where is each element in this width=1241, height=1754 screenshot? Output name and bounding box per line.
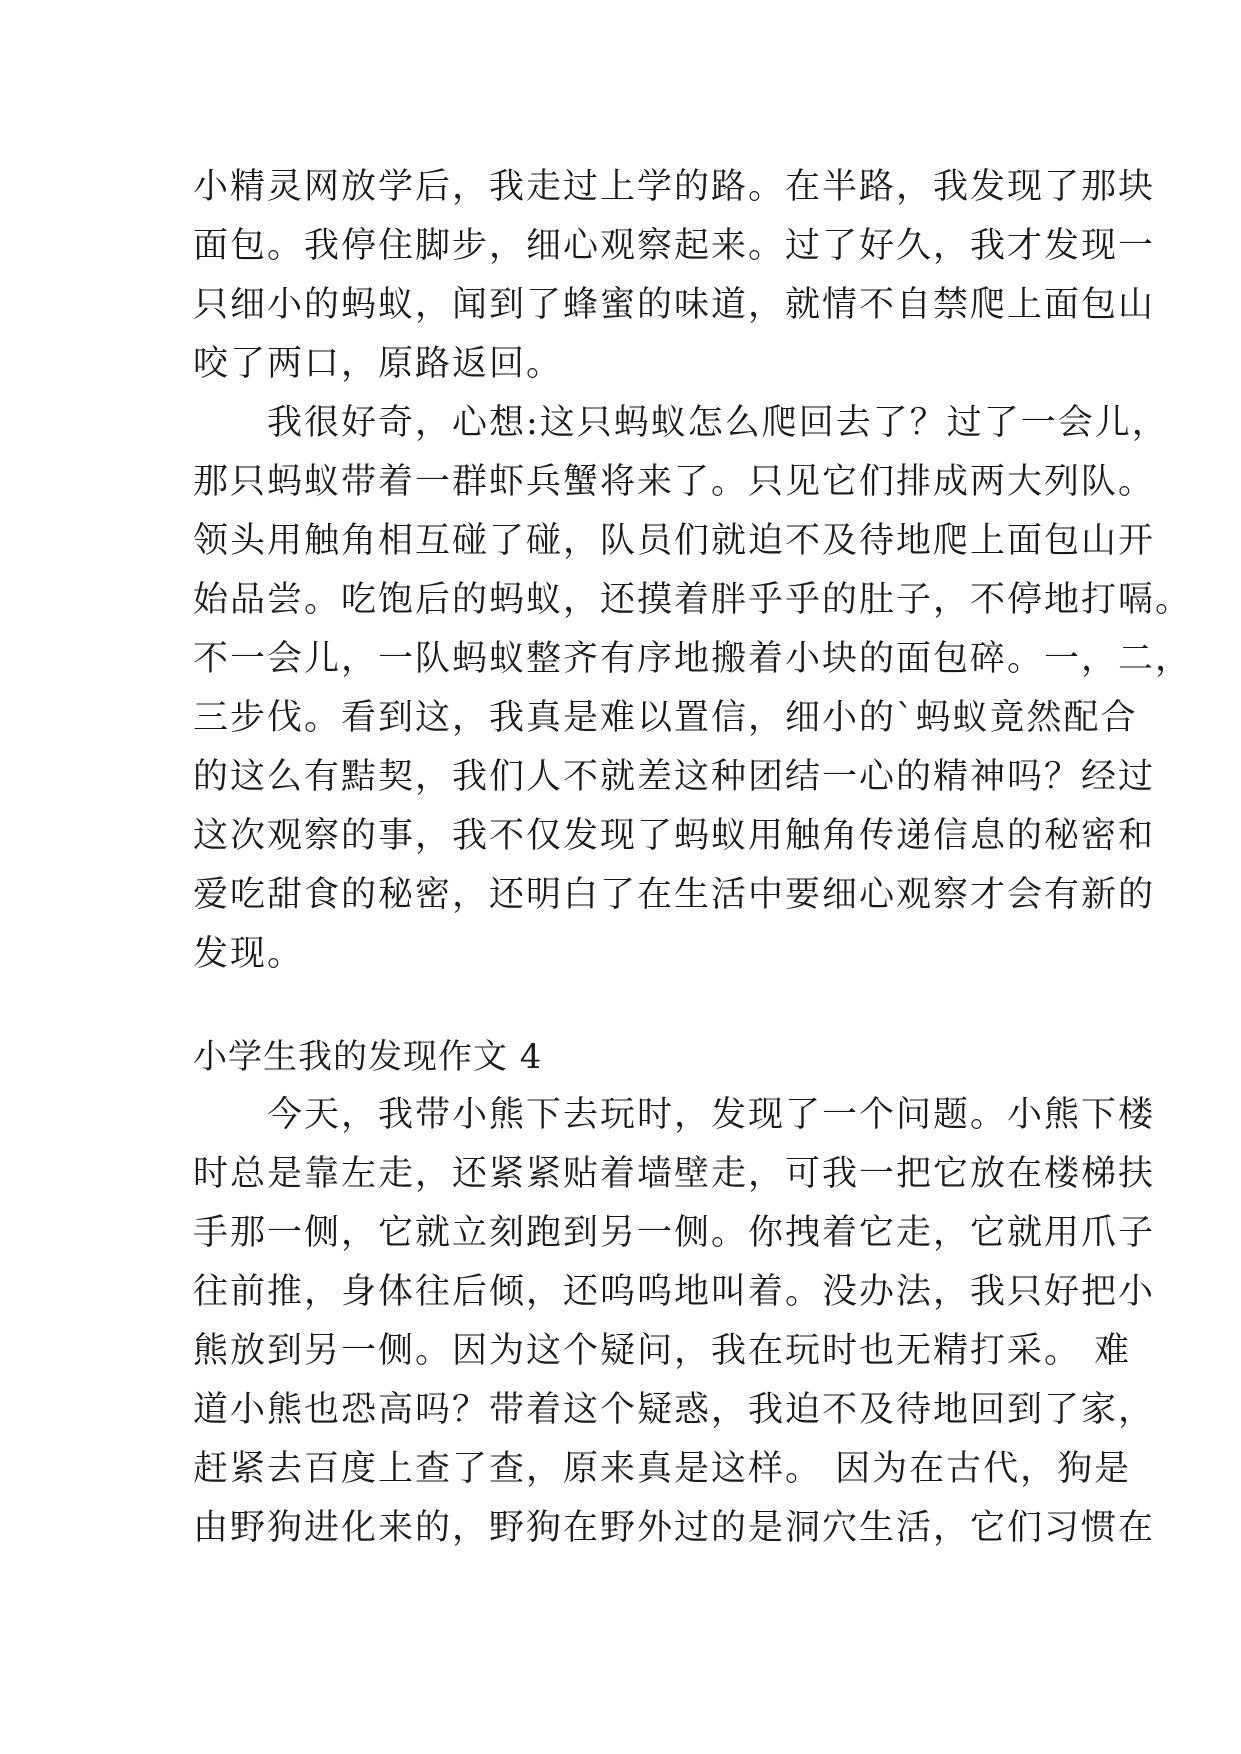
section-heading: 小学生我的发现作文 4 xyxy=(193,1037,543,1077)
text-line: 三步伐。看到这，我真是难以置信，细小的`蚂蚁竟然配合 xyxy=(193,698,1138,738)
text-line: 赶紧去百度上查了查，原来真是这样。 因为在古代，狗是 xyxy=(193,1449,1132,1489)
text-line: 由野狗进化来的，野狗在野外过的是洞穴生活，它们习惯在 xyxy=(193,1508,1156,1548)
text-line: 那只蚂蚁带着一群虾兵蟹将来了。只见它们排成两大列队。 xyxy=(193,462,1156,502)
text-line: 只细小的蚂蚁，闻到了蜂蜜的味道，就情不自禁爬上面包山 xyxy=(193,285,1156,325)
text-line: 熊放到另一侧。因为这个疑问，我在玩时也无精打采。 难 xyxy=(193,1331,1132,1371)
text-line: 这次观察的事，我不仅发现了蚂蚁用触角传递信息的秘密和 xyxy=(193,816,1156,856)
text-line: 咬了两口，原路返回。 xyxy=(193,344,564,384)
text-line: 手那一侧，它就立刻跑到另一侧。你拽着它走，它就用爪子 xyxy=(193,1213,1156,1253)
text-line: 时总是靠左走，还紧紧贴着墙壁走，可我一把它放在楼梯扶 xyxy=(193,1154,1156,1194)
section-1-text xyxy=(193,158,1193,984)
text-line: 今天，我带小熊下去玩时，发现了一个问题。小熊下楼 xyxy=(193,1095,1156,1135)
text-line: 的这么有黠契，我们人不就差这种团结一心的精神吗？经过 xyxy=(193,757,1156,797)
text-line: 领头用触角相互碰了碰，队员们就迫不及待地爬上面包山开 xyxy=(193,521,1156,561)
text-line: 道小熊也恐高吗？带着这个疑惑，我迫不及待地回到了家， xyxy=(193,1390,1156,1430)
text-line: 始品尝。吃饱后的蚂蚁，还摸着胖乎乎的肚子，不停地打嗝。 xyxy=(193,580,1193,620)
text-line: 面包。我停住脚步，细心观察起来。过了好久，我才发现一 xyxy=(193,226,1156,266)
text-line: 往前推，身体往后倾，还呜呜地叫着。没办法，我只好把小 xyxy=(193,1272,1156,1312)
text-line: 我很好奇，心想:这只蚂蚁怎么爬回去了？过了一会儿， xyxy=(193,403,1169,443)
text-line: 爱吃甜食的秘密，还明白了在生活中要细心观察才会有新的 xyxy=(193,875,1156,915)
text-line: 发现。 xyxy=(193,934,305,974)
text-line: 小精灵网放学后，我走过上学的路。在半路，我发现了那块 xyxy=(193,167,1156,207)
section-2-text xyxy=(193,1086,1156,1558)
text-line: 不一会儿，一队蚂蚁整齐有序地搬着小块的面包碎。一，二， xyxy=(193,639,1193,679)
